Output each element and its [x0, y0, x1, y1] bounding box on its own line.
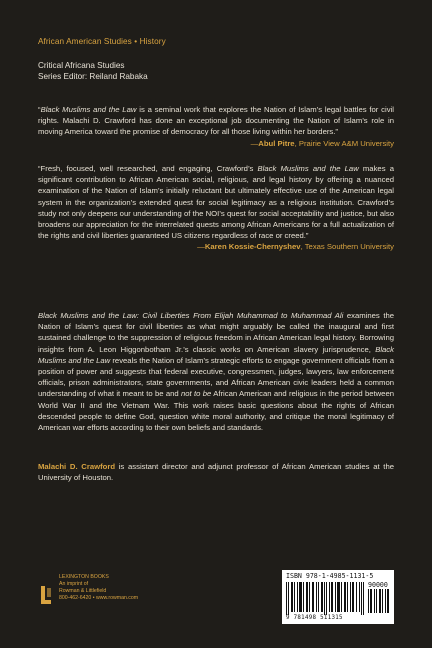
- endorsement-1: [38, 104, 394, 149]
- endorser-affiliation: , Texas Southern University: [300, 242, 394, 252]
- price-barcode-bars: [368, 589, 390, 613]
- lexington-logo-icon: [40, 585, 52, 605]
- book-title-italic: Black Muslims and the Law: [257, 164, 359, 173]
- publisher-info: LEXINGTON BOOKS An imprint of Rowman & Littlefield 800-462-6420 • www.rowman.com: [59, 574, 139, 601]
- publisher-contact: 800-462-6420 • www.rowman.com: [59, 595, 139, 601]
- series-info: [38, 60, 148, 82]
- ean-barcode-bars: [286, 582, 364, 615]
- series-editor: Series Editor: Reiland Rabaka: [38, 72, 148, 82]
- endorsement-2-attribution: —Karen Kossie-Chernyshev, Texas Southern University: [197, 242, 394, 252]
- publisher-name: LEXINGTON BOOKS: [59, 574, 109, 580]
- endorser-name: Abul Pitre: [258, 138, 295, 148]
- full-book-title: Black Muslims and the Law: Civil Liberties From Elijah Muhammad to Muhammad Ali: [38, 311, 344, 320]
- endorsement-1-attribution: —Abul Pitre, Prairie View A&M University: [250, 138, 394, 148]
- endorsement-1-text: “Black Muslims and the Law is a seminal work that explores the Nation of Islam’s legal battles for civil rights. Malachi D. Crawford has done an exceptional job documenting the Nation of Islam’s role in moving America toward the promise of democracy for all those living within her borders.”: [38, 105, 394, 137]
- endorsement-2-text: “Fresh, focused, well researched, and engaging, Crawford’s Black Muslims and the Law makes a significant contribution to African American social, religious, and legal history by offering a nuanced examination of the Nation of Islam’s initially reluctant but ultimately effective use of the American legal system in the organization’s extended quest for social legitimacy as a religious institution. Crawford’s study not only deepens our understanding of the NOI’s quest for social acceptability and justice, but also broadens our appreciation for the interrelated quests among African Americans for a full actualization of the rights and civil liberties guaranteed US citizens regardless of race or creed.”: [38, 164, 394, 241]
- subject-categories: African American Studies • History: [38, 37, 166, 46]
- book-title-italic: Black Muslims and the Law: [40, 105, 137, 114]
- endorser-name: Karen Kossie-Chernyshev: [204, 242, 301, 252]
- price-code: 90000: [368, 581, 388, 589]
- isbn-barcode: [282, 570, 394, 624]
- ean-digits: 9 781498 511315: [286, 615, 343, 621]
- series-title: Critical Africana Studies: [38, 61, 125, 70]
- isbn-text: ISBN 978-1-4985-1131-5: [286, 572, 374, 580]
- endorser-affiliation: , Prairie View A&M University: [294, 138, 394, 148]
- author-name: Malachi D. Crawford: [38, 462, 116, 471]
- author-bio: Malachi D. Crawford is assistant director and adjunct professor of African American studies at the University of Houston.: [38, 462, 394, 483]
- book-description: Black Muslims and the Law: Civil Liberties From Elijah Muhammad to Muhammad Ali examines the Nation of Islam’s quest for civil liberties as what might arguably be called the inaugural and first sustained challenge to the suppression of religious freedom in African American legal history. Borrowing insights from A. Leon Higgonbotham Jr.’s classic works on American slavery jurisprudence, Black Muslims and the Law reveals the Nation of Islam’s strategic efforts to engage government officials from a position of power and suggests that federal executive, congressmen, judges, lawyers, law enforcement officials, prison administrators, state governments, and African American civic leaders held a common understanding of what it meant to be and not to be African American and religious in the period between World War II and the Vietnam War. This work raises basic questions about the rights of African descended people to define God, question white moral authority, and critique the moral legitimacy of American war efforts according to their own beliefs and standards.: [38, 311, 395, 433]
- endorsement-2: [38, 163, 394, 253]
